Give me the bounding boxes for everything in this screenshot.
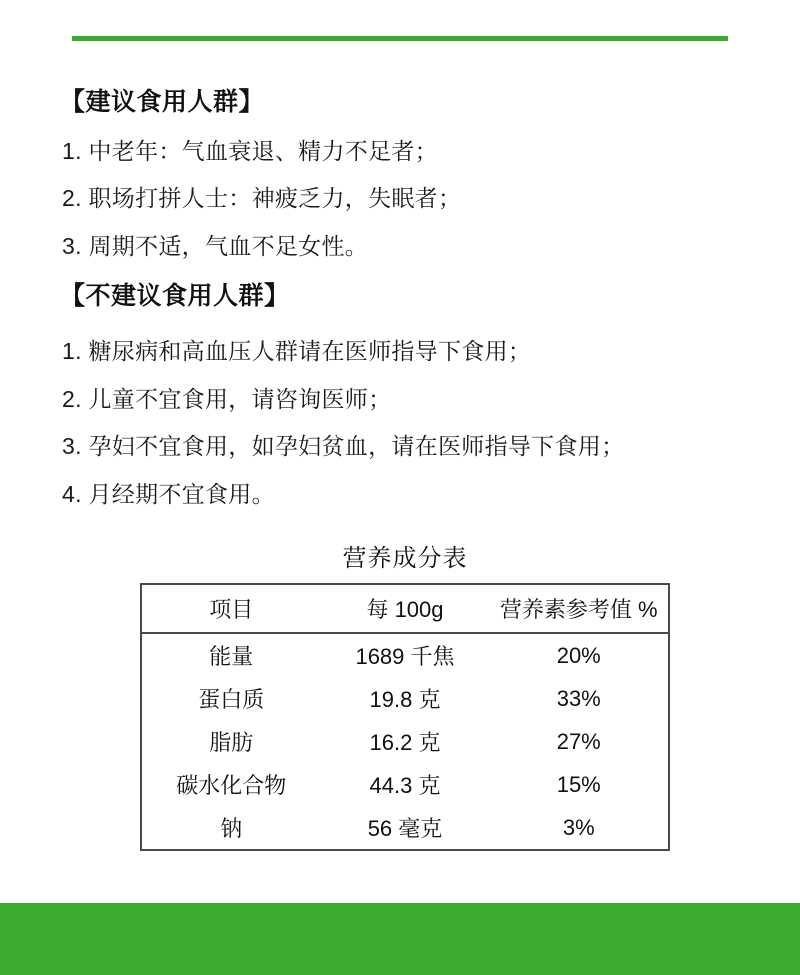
table-row [141,677,669,720]
list-item: 3. 周期不适，气血不足女性。 [62,232,369,259]
list-item: 1. 中老年：气血衰退、精力不足者； [62,137,438,164]
table-row [141,806,669,850]
content-area [60,70,750,851]
cell-item: 能量 [209,644,254,670]
column-header: 项目 [141,584,321,633]
list-item: 2. 儿童不宜食用，请咨询医师； [62,385,392,412]
cell-per-100g: 44.3 克 [369,773,441,799]
list-item: 1. 糖尿病和高血压人群请在医师指导下食用； [62,337,532,364]
list-item: 3. 孕妇不宜食用，如孕妇贫血，请在医师指导下食用； [62,433,625,460]
table-row [141,763,669,806]
cell-nrv: 33% [556,685,601,711]
cell-item: 碳水化合物 [176,773,287,799]
list-item: 2. 职场打拼人士：神疲乏力，失眠者； [62,185,462,212]
cell-nrv: 27% [556,728,601,754]
cell-nrv: 15% [556,771,601,797]
cell-per-100g: 1689 千焦 [355,644,455,670]
nutrition-table-title: 营养成分表 [342,545,468,573]
table-row [141,633,669,677]
top-divider-rule [72,36,728,41]
cell-nrv: 3% [562,814,595,840]
cell-item: 蛋白质 [198,687,265,713]
nutrition-section [60,538,750,851]
cell-per-100g: 56 毫克 [367,816,443,842]
cell-item: 钠 [220,816,243,842]
column-header: 营养素参考值 % [489,584,669,633]
not-recommended-audience-title: 【不建议食用人群】 [60,282,290,311]
bottom-color-band [0,903,800,975]
cell-item: 脂肪 [209,730,254,756]
cell-nrv: 20% [556,642,601,668]
cell-per-100g: 19.8 克 [369,687,441,713]
recommended-audience-title: 【建议食用人群】 [60,88,265,116]
column-header: 每 100g [321,584,490,633]
list-item: 4. 月经期不宜食用。 [62,480,275,507]
table-row [141,720,669,763]
cell-per-100g: 16.2 克 [369,730,441,756]
nutrition-table [140,583,670,851]
table-header-row [141,584,669,633]
